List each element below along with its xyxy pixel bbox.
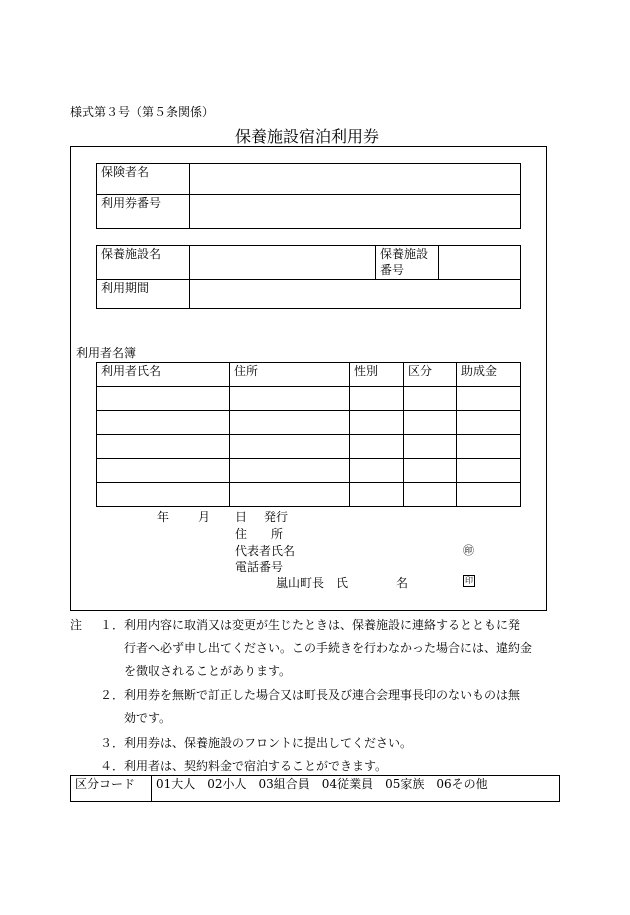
issue-month: 月 (198, 510, 211, 524)
note-3-line-1: 利用券は、保養施設のフロントに提出してください。 (124, 736, 413, 750)
period-label: 利用期間 (97, 280, 190, 309)
roster-cell-subsidy[interactable] (457, 411, 521, 435)
roster-cell-name[interactable] (97, 483, 230, 507)
representative-name-label: 代表者氏名 (235, 544, 296, 558)
roster-cell-sex[interactable] (350, 459, 404, 483)
period-field[interactable] (190, 280, 521, 309)
roster-cell-sex[interactable] (350, 387, 404, 411)
note-2-line-2: 効です。 (124, 711, 172, 725)
roster-row (97, 387, 521, 411)
roster-cell-address[interactable] (230, 483, 350, 507)
roster-cell-name[interactable] (97, 459, 230, 483)
roster-cell-category[interactable] (404, 435, 457, 459)
roster-cell-category[interactable] (404, 411, 457, 435)
facility-number-label (376, 246, 439, 280)
mayor-name-label: 嵐山町長 氏 (276, 576, 349, 590)
roster-header-name: 利用者氏名 (97, 363, 230, 387)
roster-row (97, 459, 521, 483)
issue-day: 日 (235, 510, 248, 524)
roster-table (96, 362, 521, 507)
facility-table (96, 245, 521, 309)
insurer-name-label: 保険者名 (97, 164, 190, 195)
roster-cell-sex[interactable] (350, 435, 404, 459)
document-title: 保養施設宿泊利用券 (235, 127, 380, 146)
roster-cell-address[interactable] (230, 387, 350, 411)
facility-name-field[interactable] (190, 246, 376, 280)
facility-number-label-line1: 保養施設 (380, 247, 429, 261)
note-1-number: １． (100, 618, 125, 632)
notes-prefix: 注 (70, 618, 83, 632)
roster-cell-category[interactable] (404, 459, 457, 483)
issue-year: 年 (157, 510, 170, 524)
note-1-line-2: 行者へ必ず申し出てください。この手続きを行わなかった場合には、違約金 (124, 641, 533, 655)
facility-number-field[interactable] (439, 246, 521, 280)
roster-cell-subsidy[interactable] (457, 483, 521, 507)
category-code-label: 区分コード (71, 776, 152, 802)
roster-header-subsidy: 助成金 (457, 363, 521, 387)
note-4-number: ４． (100, 759, 125, 773)
roster-cell-sex[interactable] (350, 483, 404, 507)
roster-heading: 利用者名簿 (76, 346, 137, 360)
form-reference: 様式第３号（第５条関係） (70, 105, 215, 119)
roster-header-address: 住所 (230, 363, 350, 387)
roster-cell-name[interactable] (97, 387, 230, 411)
facility-number-label-line2: 番号 (380, 263, 405, 277)
ticket-number-field[interactable] (190, 195, 521, 229)
note-2-number: ２． (100, 688, 125, 702)
note-4-line-1: 利用者は、契約料金で宿泊することができます。 (124, 759, 388, 773)
roster-cell-subsidy[interactable] (457, 387, 521, 411)
roster-cell-category[interactable] (404, 483, 457, 507)
official-seal: 印 (465, 576, 473, 585)
issue-issued: 発行 (264, 510, 289, 524)
insurer-table (96, 163, 521, 229)
roster-row (97, 411, 521, 435)
roster-cell-address[interactable] (230, 459, 350, 483)
mayor-name-suffix: 名 (396, 576, 409, 590)
category-code-values: 01大人 02小人 03組合員 04従業員 05家族 06その他 (152, 776, 560, 802)
roster-cell-category[interactable] (404, 387, 457, 411)
roster-row (97, 483, 521, 507)
category-code-table (70, 775, 560, 802)
roster-cell-name[interactable] (97, 411, 230, 435)
note-1-line-3: を徴収されることがあります。 (124, 664, 292, 678)
roster-cell-subsidy[interactable] (457, 459, 521, 483)
note-3-number: ３． (100, 736, 125, 750)
note-1-line-1: 利用内容に取消又は変更が生じたときは、保養施設に連絡するとともに発 (124, 618, 521, 632)
roster-cell-subsidy[interactable] (457, 435, 521, 459)
roster-cell-address[interactable] (230, 411, 350, 435)
roster-header-category: 区分 (404, 363, 457, 387)
roster-header-sex: 性別 (350, 363, 404, 387)
phone-number-label: 電話番号 (235, 560, 284, 574)
issuer-address-label: 住 所 (235, 527, 284, 541)
facility-name-label: 保養施設名 (97, 246, 190, 280)
roster-row (97, 435, 521, 459)
note-2-line-1: 利用券を無断で訂正した場合又は町長及び連合会理事長印のないものは無 (124, 688, 521, 702)
representative-seal: ㊞ (463, 544, 474, 557)
roster-cell-address[interactable] (230, 435, 350, 459)
insurer-name-field[interactable] (190, 164, 521, 195)
roster-cell-sex[interactable] (350, 411, 404, 435)
roster-cell-name[interactable] (97, 435, 230, 459)
ticket-number-label: 利用券番号 (97, 195, 190, 229)
